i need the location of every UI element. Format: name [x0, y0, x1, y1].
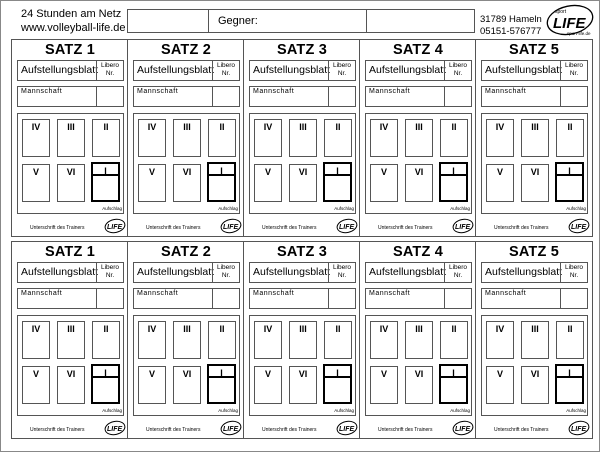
position-label: VI — [66, 167, 76, 177]
small-logo-text: LIFE — [339, 426, 355, 433]
lineup-sheet-field[interactable] — [133, 60, 240, 81]
team-label: Mannschaft — [137, 290, 179, 297]
address-city: 31789 Hameln — [480, 14, 542, 25]
position-box-i-serve[interactable] — [323, 364, 352, 404]
team-name-field[interactable] — [481, 288, 588, 309]
serve-label: Aufschlag — [218, 206, 238, 211]
team-divider — [96, 87, 97, 106]
signature-label: Unterschrift des Trainers — [262, 427, 317, 433]
position-box-vi[interactable] — [289, 366, 317, 404]
position-box-iii[interactable] — [289, 119, 317, 157]
position-label: III — [183, 122, 191, 132]
libero-number-field[interactable] — [97, 62, 123, 78]
position-label: V — [496, 369, 503, 379]
team-divider — [328, 289, 329, 308]
team-label: Mannschaft — [369, 88, 411, 95]
position-label: V — [380, 369, 387, 379]
court-positions — [133, 113, 240, 214]
life-logo-small — [452, 218, 474, 234]
serve-divider — [209, 174, 234, 176]
team-name-field[interactable] — [249, 86, 356, 107]
life-logo-small — [452, 420, 474, 436]
life-logo-small — [104, 420, 126, 436]
lineup-label: Aufstellungsblatt — [369, 64, 447, 76]
position-box-vi[interactable] — [405, 366, 433, 404]
set-title: SATZ 1 — [44, 42, 96, 58]
position-box-iii[interactable] — [521, 119, 549, 157]
libero-label: Libero — [216, 62, 236, 69]
set-title: SATZ 5 — [508, 244, 560, 260]
position-label: I — [452, 368, 455, 378]
serve-divider — [557, 376, 582, 378]
libero-nr-label: Nr. — [221, 70, 231, 77]
position-box-vi[interactable] — [405, 164, 433, 202]
header-org — [21, 7, 126, 35]
set-card — [475, 241, 593, 439]
signature-label: Unterschrift des Trainers — [494, 225, 549, 231]
small-logo-text: LIFE — [107, 224, 123, 231]
position-box-vi[interactable] — [57, 164, 85, 202]
position-box-i-serve[interactable] — [439, 364, 468, 404]
team-name-field[interactable] — [365, 288, 472, 309]
team-label: Mannschaft — [21, 290, 63, 297]
position-label: IV — [147, 324, 157, 334]
serve-label: Aufschlag — [566, 408, 586, 413]
serve-divider — [209, 376, 234, 378]
position-box-v[interactable] — [370, 164, 398, 202]
libero-nr-label: Nr. — [221, 272, 231, 279]
position-label: II — [335, 324, 341, 334]
small-logo-text: LIFE — [223, 224, 239, 231]
life-logo-small — [220, 420, 242, 436]
position-box-iv[interactable] — [486, 119, 514, 157]
signature-label: Unterschrift des Trainers — [30, 225, 85, 231]
libero-nr-label: Nr. — [337, 70, 347, 77]
position-box-i-serve[interactable] — [555, 162, 584, 202]
serve-divider — [325, 174, 350, 176]
position-box-v[interactable] — [138, 164, 166, 202]
serve-label: Aufschlag — [334, 206, 354, 211]
small-logo-text: LIFE — [107, 426, 123, 433]
set-title: SATZ 4 — [392, 42, 444, 58]
signature-label: Unterschrift des Trainers — [146, 225, 201, 231]
libero-nr-label: Nr. — [105, 272, 115, 279]
position-box-vi[interactable] — [521, 366, 549, 404]
position-label: VI — [414, 167, 424, 177]
lineup-sheet-field[interactable] — [17, 262, 124, 283]
set-card — [127, 39, 245, 237]
lineup-sheet-field[interactable] — [481, 262, 588, 283]
position-box-ii[interactable] — [324, 321, 352, 359]
position-box-ii[interactable] — [324, 119, 352, 157]
sport-life-logo — [545, 4, 595, 38]
header-address — [480, 14, 542, 38]
position-box-v[interactable] — [138, 366, 166, 404]
position-label: III — [299, 122, 307, 132]
position-label: III — [415, 324, 423, 334]
opponent-divider-1 — [208, 10, 209, 32]
position-box-iii[interactable] — [173, 321, 201, 359]
position-label: I — [220, 368, 223, 378]
set-title: SATZ 2 — [160, 244, 212, 260]
position-label: VI — [66, 369, 76, 379]
position-label: VI — [530, 369, 540, 379]
lineup-sheet-field[interactable] — [17, 60, 124, 81]
signature-label: Unterschrift des Trainers — [146, 427, 201, 433]
position-box-ii[interactable] — [92, 321, 120, 359]
position-box-iii[interactable] — [57, 321, 85, 359]
team-name-field[interactable] — [17, 288, 124, 309]
libero-nr-label: Nr. — [105, 70, 115, 77]
team-name-field[interactable] — [133, 86, 240, 107]
set-title: SATZ 1 — [44, 244, 96, 260]
libero-label: Libero — [332, 62, 352, 69]
signature-label: Unterschrift des Trainers — [494, 427, 549, 433]
position-box-iii[interactable] — [289, 321, 317, 359]
team-divider — [96, 289, 97, 308]
libero-number-field[interactable] — [213, 62, 239, 78]
position-box-i-serve[interactable] — [207, 162, 236, 202]
position-label: IV — [379, 324, 389, 334]
lineup-label: Aufstellungsblatt — [485, 64, 563, 76]
set-title: SATZ 4 — [392, 244, 444, 260]
position-label: II — [103, 122, 109, 132]
position-box-i-serve[interactable] — [91, 162, 120, 202]
org-name: 24 Stunden am Netz — [21, 8, 122, 20]
libero-number-field[interactable] — [561, 264, 587, 280]
libero-nr-label: Nr. — [337, 272, 347, 279]
phone-number: 05151-576777 — [480, 26, 542, 37]
position-label: VI — [182, 167, 192, 177]
libero-number-field[interactable] — [445, 62, 471, 78]
position-label: I — [568, 166, 571, 176]
libero-number-field[interactable] — [97, 264, 123, 280]
team-label: Mannschaft — [253, 88, 295, 95]
serve-divider — [325, 376, 350, 378]
lineup-label: Aufstellungsblatt — [137, 64, 215, 76]
position-label: II — [335, 122, 341, 132]
lineup-label: Aufstellungsblatt — [21, 64, 99, 76]
team-label: Mannschaft — [137, 88, 179, 95]
serve-divider — [441, 376, 466, 378]
lineup-label: Aufstellungsblatt — [485, 266, 563, 278]
lineup-label: Aufstellungsblatt — [253, 266, 331, 278]
court-positions — [133, 315, 240, 416]
position-label: I — [104, 368, 107, 378]
serve-label: Aufschlag — [102, 408, 122, 413]
position-box-ii[interactable] — [556, 321, 584, 359]
position-box-i-serve[interactable] — [555, 364, 584, 404]
position-box-v[interactable] — [22, 366, 50, 404]
team-divider — [560, 87, 561, 106]
libero-label: Libero — [448, 264, 468, 271]
set-card — [11, 39, 129, 237]
lineup-label: Aufstellungsblatt — [369, 266, 447, 278]
serve-divider — [93, 174, 118, 176]
position-label: V — [496, 167, 503, 177]
set-title: SATZ 3 — [276, 42, 328, 58]
position-label: II — [567, 122, 573, 132]
court-positions — [481, 113, 588, 214]
position-label: V — [380, 167, 387, 177]
court-positions — [365, 113, 472, 214]
position-box-i-serve[interactable] — [323, 162, 352, 202]
position-box-iv[interactable] — [22, 321, 50, 359]
set-card — [11, 241, 129, 439]
position-box-iv[interactable] — [22, 119, 50, 157]
serve-label: Aufschlag — [334, 408, 354, 413]
team-label: Mannschaft — [253, 290, 295, 297]
set-card — [243, 39, 361, 237]
position-box-v[interactable] — [486, 164, 514, 202]
position-label: V — [264, 167, 271, 177]
team-divider — [328, 87, 329, 106]
team-divider — [444, 87, 445, 106]
signature-label: Unterschrift des Trainers — [262, 225, 317, 231]
website: www.volleyball-life.de — [21, 22, 126, 34]
team-name-field[interactable] — [133, 288, 240, 309]
position-label: II — [451, 122, 457, 132]
position-label: IV — [379, 122, 389, 132]
opponent-label: Gegner: — [218, 15, 258, 27]
serve-label: Aufschlag — [218, 408, 238, 413]
position-box-ii[interactable] — [92, 119, 120, 157]
lineup-sheet-field[interactable] — [249, 60, 356, 81]
life-logo-small — [220, 218, 242, 234]
team-name-field[interactable] — [17, 86, 124, 107]
position-box-v[interactable] — [370, 366, 398, 404]
lineup-label: Aufstellungsblatt — [137, 266, 215, 278]
team-divider — [212, 289, 213, 308]
set-card — [359, 39, 477, 237]
court-positions — [17, 315, 124, 416]
set-title: SATZ 3 — [276, 244, 328, 260]
life-logo-small — [336, 420, 358, 436]
position-box-iii[interactable] — [405, 119, 433, 157]
position-label: VI — [414, 369, 424, 379]
life-logo-small — [104, 218, 126, 234]
court-positions — [365, 315, 472, 416]
signature-label: Unterschrift des Trainers — [30, 427, 85, 433]
position-box-ii[interactable] — [208, 119, 236, 157]
team-name-field[interactable] — [365, 86, 472, 107]
libero-label: Libero — [332, 264, 352, 271]
set-card — [243, 241, 361, 439]
position-box-vi[interactable] — [521, 164, 549, 202]
position-label: IV — [147, 122, 157, 132]
position-box-i-serve[interactable] — [207, 364, 236, 404]
libero-number-field[interactable] — [329, 264, 355, 280]
position-label: I — [452, 166, 455, 176]
libero-label: Libero — [100, 264, 120, 271]
position-box-i-serve[interactable] — [91, 364, 120, 404]
position-label: V — [32, 369, 39, 379]
position-label: I — [336, 166, 339, 176]
position-box-iii[interactable] — [405, 321, 433, 359]
position-label: III — [531, 122, 539, 132]
position-label: V — [264, 369, 271, 379]
court-positions — [17, 113, 124, 214]
lineup-sheet-field[interactable] — [365, 262, 472, 283]
position-box-iv[interactable] — [486, 321, 514, 359]
libero-nr-label: Nr. — [569, 70, 579, 77]
position-label: I — [568, 368, 571, 378]
team-label: Mannschaft — [485, 88, 527, 95]
signature-label: Unterschrift des Trainers — [378, 225, 433, 231]
serve-label: Aufschlag — [450, 408, 470, 413]
position-label: IV — [263, 122, 273, 132]
set-title: SATZ 2 — [160, 42, 212, 58]
position-label: IV — [31, 122, 41, 132]
team-name-field[interactable] — [249, 288, 356, 309]
position-label: II — [451, 324, 457, 334]
position-label: III — [67, 122, 75, 132]
lineup-sheet-field[interactable] — [249, 262, 356, 283]
libero-nr-label: Nr. — [453, 70, 463, 77]
lineup-label: Aufstellungsblatt — [253, 64, 331, 76]
position-box-iii[interactable] — [521, 321, 549, 359]
position-box-ii[interactable] — [440, 119, 468, 157]
position-box-iv[interactable] — [254, 119, 282, 157]
lineup-sheet-field[interactable] — [481, 60, 588, 81]
team-divider — [444, 289, 445, 308]
lineup-sheet-field[interactable] — [133, 262, 240, 283]
position-label: III — [415, 122, 423, 132]
team-label: Mannschaft — [21, 88, 63, 95]
libero-label: Libero — [564, 62, 584, 69]
position-label: II — [103, 324, 109, 334]
libero-label: Libero — [100, 62, 120, 69]
position-box-vi[interactable] — [57, 366, 85, 404]
position-box-vi[interactable] — [289, 164, 317, 202]
position-label: III — [183, 324, 191, 334]
libero-number-field[interactable] — [213, 264, 239, 280]
team-divider — [212, 87, 213, 106]
small-logo-text: LIFE — [571, 224, 587, 231]
small-logo-text: LIFE — [455, 426, 471, 433]
position-label: VI — [298, 167, 308, 177]
libero-nr-label: Nr. — [453, 272, 463, 279]
court-positions — [481, 315, 588, 416]
libero-label: Libero — [448, 62, 468, 69]
small-logo-text: LIFE — [223, 426, 239, 433]
serve-divider — [557, 174, 582, 176]
position-box-iii[interactable] — [173, 119, 201, 157]
position-label: V — [148, 167, 155, 177]
position-box-ii[interactable] — [440, 321, 468, 359]
libero-label: Libero — [564, 264, 584, 271]
opponent-divider-2 — [366, 10, 367, 32]
court-positions — [249, 113, 356, 214]
position-box-iv[interactable] — [138, 321, 166, 359]
position-box-ii[interactable] — [556, 119, 584, 157]
position-box-v[interactable] — [254, 164, 282, 202]
libero-number-field[interactable] — [561, 62, 587, 78]
position-label: III — [67, 324, 75, 334]
libero-label: Libero — [216, 264, 236, 271]
position-label: I — [104, 166, 107, 176]
life-logo-small — [568, 218, 590, 234]
lineup-sheet-field[interactable] — [365, 60, 472, 81]
position-label: VI — [530, 167, 540, 177]
position-label: V — [148, 369, 155, 379]
small-logo-text: LIFE — [455, 224, 471, 231]
position-box-iv[interactable] — [138, 119, 166, 157]
position-label: IV — [495, 324, 505, 334]
serve-label: Aufschlag — [450, 206, 470, 211]
position-box-v[interactable] — [254, 366, 282, 404]
position-label: VI — [298, 369, 308, 379]
position-box-ii[interactable] — [208, 321, 236, 359]
position-label: I — [336, 368, 339, 378]
set-card — [127, 241, 245, 439]
set-title: SATZ 5 — [508, 42, 560, 58]
position-box-vi[interactable] — [173, 164, 201, 202]
position-label: III — [531, 324, 539, 334]
libero-nr-label: Nr. — [569, 272, 579, 279]
logo-bottom-text: sport-life.de — [567, 31, 591, 36]
libero-number-field[interactable] — [445, 264, 471, 280]
small-logo-text: LIFE — [339, 224, 355, 231]
life-logo-small — [568, 420, 590, 436]
serve-divider — [441, 174, 466, 176]
position-box-vi[interactable] — [173, 366, 201, 404]
position-label: IV — [31, 324, 41, 334]
logo-top-text: sport — [555, 9, 567, 15]
signature-label: Unterschrift des Trainers — [378, 427, 433, 433]
position-label: V — [32, 167, 39, 177]
court-positions — [249, 315, 356, 416]
team-name-field[interactable] — [481, 86, 588, 107]
position-box-iii[interactable] — [57, 119, 85, 157]
position-label: III — [299, 324, 307, 334]
position-box-v[interactable] — [22, 164, 50, 202]
life-logo-small — [336, 218, 358, 234]
position-label: IV — [495, 122, 505, 132]
set-card — [475, 39, 593, 237]
position-box-iv[interactable] — [370, 119, 398, 157]
position-label: II — [219, 122, 225, 132]
position-box-i-serve[interactable] — [439, 162, 468, 202]
libero-number-field[interactable] — [329, 62, 355, 78]
serve-label: Aufschlag — [102, 206, 122, 211]
logo-main-text: LIFE — [553, 15, 586, 32]
position-box-v[interactable] — [486, 366, 514, 404]
position-box-iv[interactable] — [254, 321, 282, 359]
position-box-iv[interactable] — [370, 321, 398, 359]
small-logo-text: LIFE — [571, 426, 587, 433]
opponent-field[interactable] — [127, 9, 475, 33]
lineup-label: Aufstellungsblatt — [21, 266, 99, 278]
position-label: I — [220, 166, 223, 176]
position-label: VI — [182, 369, 192, 379]
position-label: II — [219, 324, 225, 334]
team-divider — [560, 289, 561, 308]
position-label: II — [567, 324, 573, 334]
team-label: Mannschaft — [369, 290, 411, 297]
team-label: Mannschaft — [485, 290, 527, 297]
set-card — [359, 241, 477, 439]
serve-label: Aufschlag — [566, 206, 586, 211]
position-label: IV — [263, 324, 273, 334]
serve-divider — [93, 376, 118, 378]
